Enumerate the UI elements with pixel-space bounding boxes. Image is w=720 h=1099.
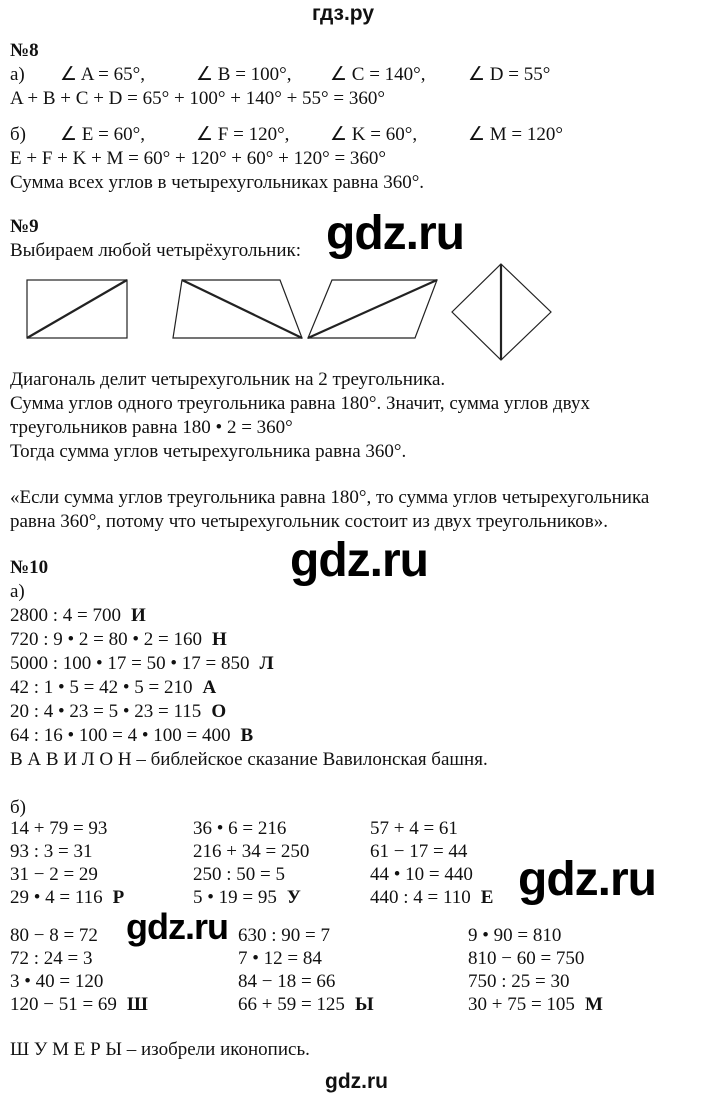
task8-a-label: а) — [10, 64, 25, 85]
task10-b-cell — [468, 948, 584, 970]
equation: 72 : 24 = 3 — [10, 948, 93, 969]
equation: 64 : 16 • 100 = 4 • 100 = 400 — [10, 725, 231, 746]
task9-line-2: Сумма углов одного треугольника равна 180°. Значит, сумма углов двух — [10, 393, 590, 414]
task8-a-angle-2: ∠ B = 100°, — [196, 64, 292, 85]
task10-b-cell — [193, 864, 285, 886]
answer-letter: Е — [480, 887, 494, 908]
equation: 61 − 17 = 44 — [370, 841, 468, 862]
equation: 216 + 34 = 250 — [193, 841, 310, 862]
task10-b-cell — [10, 925, 98, 947]
task8-b-angle-4: ∠ M = 120° — [468, 124, 563, 145]
task10-b-cell — [10, 841, 93, 863]
task10-a-answer: В А В И Л О Н – библейское сказание Вавилонская башня. — [10, 749, 488, 770]
quadrilaterals-figure — [0, 260, 720, 364]
watermark-1: gdz.ru — [326, 207, 464, 260]
equation: 7 • 12 = 84 — [238, 948, 322, 969]
equation: 120 − 51 = 69 — [10, 994, 117, 1015]
task10-b-cell — [468, 925, 561, 947]
site-header: гдз.ру — [312, 2, 375, 25]
equation: 80 − 8 = 72 — [10, 925, 98, 946]
parallelogram-diagonal — [308, 280, 437, 338]
equation: 720 : 9 • 2 = 80 • 2 = 160 — [10, 629, 203, 650]
task10-a-row — [10, 677, 216, 699]
equation: 93 : 3 = 31 — [10, 841, 93, 862]
task10-a-row — [10, 605, 146, 627]
equation: 84 − 18 = 66 — [238, 971, 336, 992]
task10-b-cell — [468, 971, 570, 993]
equation: 810 − 60 = 750 — [468, 948, 585, 969]
equation: 66 + 59 = 125 — [238, 994, 345, 1015]
task8-conclusion: Сумма всех углов в четырехугольниках равна 360°. — [10, 172, 425, 193]
task10-b-cell — [10, 864, 98, 886]
watermark-2: gdz.ru — [290, 534, 428, 587]
task10-a-row — [10, 653, 274, 675]
equation: 750 : 25 = 30 — [468, 971, 570, 992]
task10-b-cell — [238, 948, 322, 970]
equation: 250 : 50 = 5 — [193, 864, 285, 885]
task10-b-cell — [193, 818, 286, 840]
equation: 20 : 4 • 23 = 5 • 23 = 115 — [10, 701, 202, 722]
answer-letter: И — [131, 605, 146, 626]
task8-number: №8 — [10, 40, 39, 61]
equation: 30 + 75 = 105 — [468, 994, 575, 1015]
task8-b-angle-2: ∠ F = 120°, — [196, 124, 290, 145]
task10-a-row — [10, 629, 227, 651]
task9-number: №9 — [10, 216, 39, 237]
task10-a-row — [10, 701, 226, 723]
task10-b-cell — [238, 925, 330, 947]
equation: 440 : 4 = 110 — [370, 887, 471, 908]
equation: 3 • 40 = 120 — [10, 971, 104, 992]
task8-b-angle-1: ∠ E = 60°, — [60, 124, 145, 145]
task10-b-label: б) — [10, 797, 26, 818]
rectangle-diagonal — [27, 280, 127, 338]
task10-b-cell — [370, 864, 473, 886]
equation: 2800 : 4 = 700 — [10, 605, 121, 626]
watermark-4: gdz.ru — [126, 906, 228, 947]
task8-b-label: б) — [10, 124, 26, 145]
answer-letter: Н — [212, 629, 227, 650]
task8-a-sum: A + B + C + D = 65° + 100° + 140° + 55° = 360° — [10, 88, 385, 109]
task10-number: №10 — [10, 557, 49, 578]
task10-a-row — [10, 725, 253, 747]
task10-b-cell — [10, 887, 124, 909]
answer-letter: Р — [112, 887, 125, 908]
task9-line-4: Тогда сумма углов четырехугольника равна 360°. — [10, 441, 407, 462]
equation: 9 • 90 = 810 — [468, 925, 562, 946]
answer-letter: У — [286, 887, 301, 908]
task10-b-answer: Ш У М Е Р Ы – изобрели иконопись. — [10, 1039, 310, 1060]
equation: 630 : 90 = 7 — [238, 925, 330, 946]
equation: 44 • 10 = 440 — [370, 864, 473, 885]
answer-letter: Ы — [354, 994, 374, 1015]
answer-letter: А — [202, 677, 217, 698]
task9-quote-2: равна 360°, потому что четырехугольник состоит из двух треугольников». — [10, 511, 608, 532]
answer-letter: О — [211, 701, 227, 722]
task10-b-cell — [468, 994, 603, 1016]
task10-b-cell — [10, 994, 148, 1016]
equation: 5000 : 100 • 17 = 50 • 17 = 850 — [10, 653, 250, 674]
site-footer: gdz.ru — [325, 1070, 388, 1093]
task8-a-angle-3: ∠ C = 140°, — [330, 64, 426, 85]
task8-a-angle-1: ∠ A = 65°, — [60, 64, 145, 85]
task10-a-label: а) — [10, 581, 25, 602]
equation: 36 • 6 = 216 — [193, 818, 287, 839]
answer-letter: Ш — [126, 994, 148, 1015]
task8-a-angle-4: ∠ D = 55° — [468, 64, 551, 85]
task9-line-3: треугольников равна 180 • 2 = 360° — [10, 417, 293, 438]
task9-quote-1: «Если сумма углов треугольника равна 180°, то сумма углов четырехугольника — [10, 487, 650, 508]
answer-letter: М — [584, 994, 603, 1015]
equation: 42 : 1 • 5 = 42 • 5 = 210 — [10, 677, 193, 698]
equation: 5 • 19 = 95 — [193, 887, 277, 908]
task9-line-1: Диагональ делит четырехугольник на 2 треугольника. — [10, 369, 446, 390]
task10-b-cell — [193, 841, 309, 863]
trapezoid-diagonal — [182, 280, 302, 338]
equation: 29 • 4 = 116 — [10, 887, 103, 908]
equation: 31 − 2 = 29 — [10, 864, 98, 885]
task10-b-cell — [238, 994, 374, 1016]
answer-letter: В — [240, 725, 254, 746]
task10-b-cell — [370, 887, 493, 909]
task8-b-angle-3: ∠ K = 60°, — [330, 124, 418, 145]
task10-b-cell — [10, 971, 103, 993]
task9-intro: Выбираем любой четырёхугольник: — [10, 240, 302, 261]
equation: 57 + 4 = 61 — [370, 818, 458, 839]
task8-b-sum: E + F + K + M = 60° + 120° + 60° + 120° = 360° — [10, 148, 387, 169]
equation: 14 + 79 = 93 — [10, 818, 108, 839]
answer-letter: Л — [259, 653, 274, 674]
task10-b-cell — [10, 818, 107, 840]
watermark-3: gdz.ru — [518, 853, 656, 906]
task10-b-cell — [370, 841, 467, 863]
task10-b-cell — [10, 948, 93, 970]
task10-b-cell — [238, 971, 335, 993]
task10-b-cell — [370, 818, 458, 840]
